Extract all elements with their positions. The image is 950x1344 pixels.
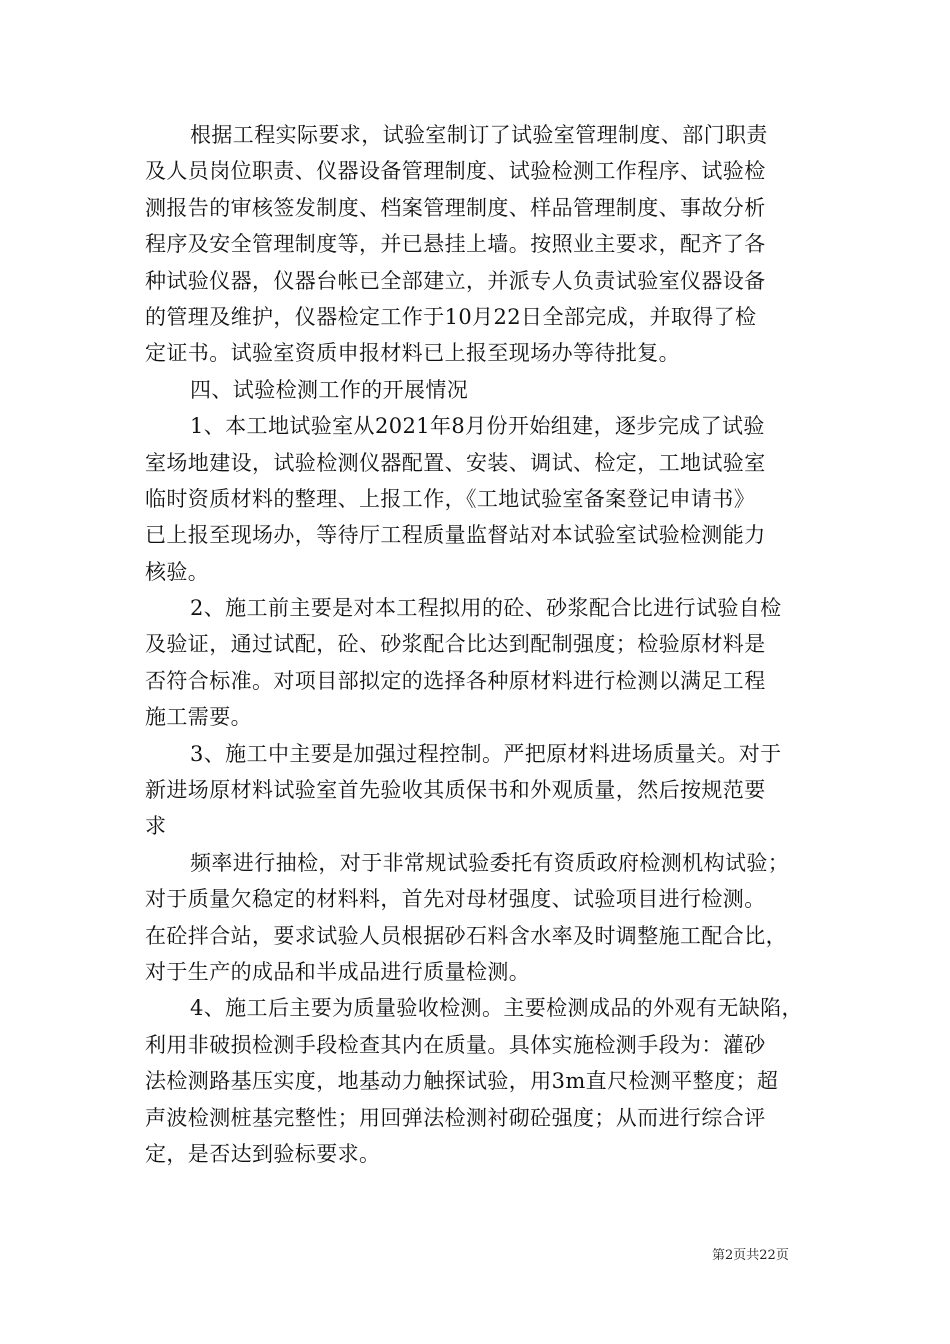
text-line: 3、施工中主要是加强过程控制。严把原材料进场质量关。对于: [190, 741, 782, 766]
text-line: 否符合标准。对项目部拟定的选择各种原材料进行检测以满足工程: [145, 668, 766, 693]
text-line: 及验证，通过试配，砼、砂浆配合比达到配制强度；检验原材料是: [145, 632, 766, 657]
text-line: 在砼拌合站，要求试验人员根据砂石料含水率及时调整施工配合比，: [145, 923, 787, 948]
text-line: 已上报至现场办，等待厅工程质量监督站对本试验室试验检测能力: [145, 523, 766, 548]
text-line: 利用非破损检测手段检查其内在质量。具体实施检测手段为：灌砂: [145, 1032, 766, 1057]
text-line: 1、本工地试验室从2021年8月份开始组建，逐步完成了试验: [190, 414, 765, 439]
text-line: 核验。: [145, 559, 210, 584]
text-line: 程序及安全管理制度等，并已悬挂上墙。按照业主要求，配齐了各: [145, 232, 766, 257]
text-line: 室场地建设，试验检测仪器配置、安装、调试、检定，工地试验室: [145, 450, 766, 475]
document-body: [145, 117, 809, 1172]
text-line: 对于质量欠稳定的材料料，首先对母材强度、试验项目进行检测。: [145, 887, 766, 912]
text-line: 4、施工后主要为质量验收检测。主要检测成品的外观有无缺陷，: [190, 996, 803, 1021]
text-line: 法检测路基压实度，地基动力触探试验，用3m直尺检测平整度；超: [145, 1069, 779, 1094]
text-line: 的管理及维护，仪器检定工作于10月22日全部完成，并取得了检: [145, 304, 757, 329]
text-line: 对于生产的成品和半成品进行质量检测。: [145, 959, 531, 984]
text-line: 及人员岗位职责、仪器设备管理制度、试验检测工作程序、试验检: [145, 159, 766, 184]
text-line: 种试验仪器，仪器台帐已全部建立，并派专人负责试验室仪器设备: [145, 268, 766, 293]
text-line: 声波检测桩基完整性；用回弹法检测衬砌砼强度；从而进行综合评: [145, 1105, 766, 1130]
text-line: 施工需要。: [145, 705, 252, 730]
text-line: 新进场原材料试验室首先验收其质保书和外观质量，然后按规范要: [145, 778, 766, 803]
text-line: 测报告的审核签发制度、档案管理制度、样品管理制度、事故分析: [145, 195, 766, 220]
text-line: 频率进行抽检，对于非常规试验委托有资质政府检测机构试验；: [190, 850, 790, 875]
text-line: 求: [145, 814, 167, 839]
text-line: 根据工程实际要求，试验室制订了试验室管理制度、部门职责: [190, 123, 768, 147]
section-heading: 四、试验检测工作的开展情况: [190, 377, 469, 402]
text-line: 临时资质材料的整理、上报工作，《工地试验室备案登记申请书》: [145, 486, 756, 511]
text-line: 定证书。试验室资质申报材料已上报至现场办等待批复。: [145, 341, 680, 366]
text-line: 2、施工前主要是对本工程拟用的砼、砂浆配合比进行试验自检: [190, 596, 782, 621]
page-number: 第2页共22页: [712, 1248, 789, 1263]
text-line: 定，是否达到验标要求。: [145, 1141, 381, 1166]
